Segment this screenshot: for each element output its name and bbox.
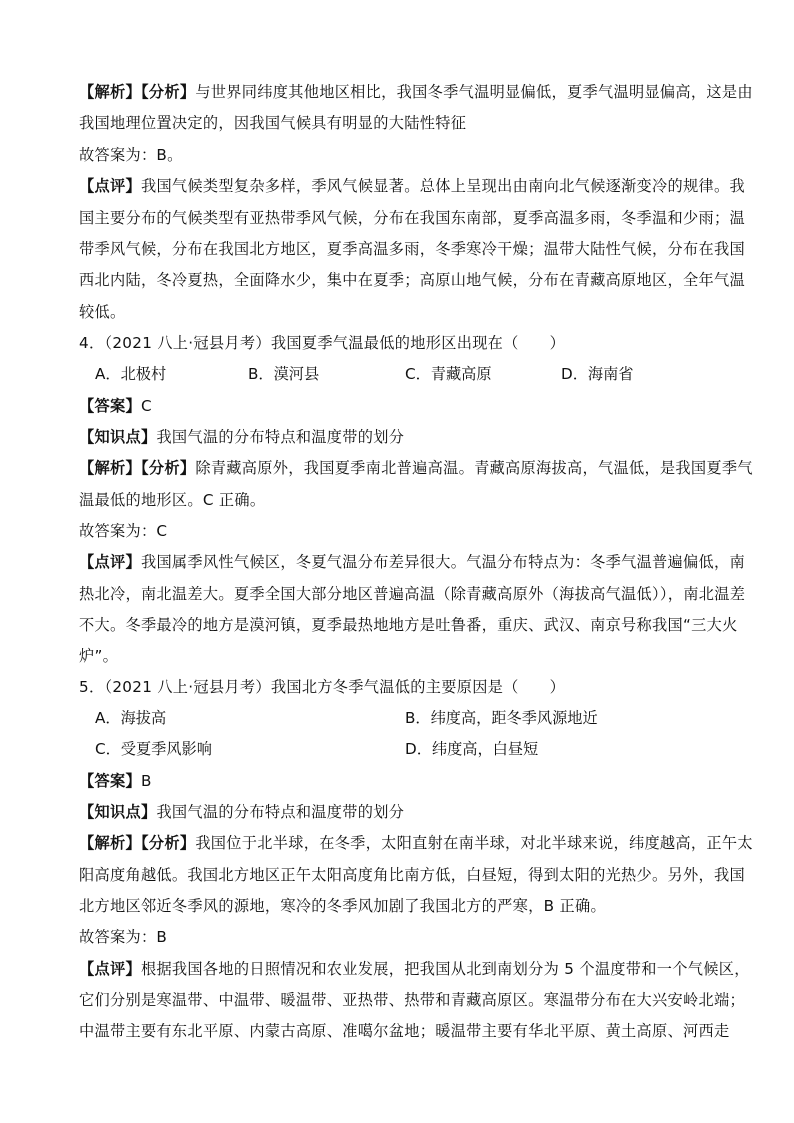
review-line: 中温带主要有东北平原、内蒙古高原、准噶尔盆地；暖温带主要有华北平原、黄土高原、河西走	[79, 1022, 730, 1040]
review-text: 我国气候类型复杂多样，季风气候显著。总体上呈现出由南向北气候逐渐变冷的规律。我	[140, 177, 745, 195]
analysis-line	[79, 458, 753, 478]
review-line: 较低。	[79, 303, 126, 321]
answer-line	[79, 396, 152, 416]
analysis-subtag: 【分析】	[140, 834, 196, 852]
answer-line	[79, 771, 152, 791]
option-b: B．漠河县	[248, 365, 320, 383]
analysis-subtag: 【分析】	[140, 459, 196, 477]
analysis-line	[79, 833, 753, 853]
knowledge-point-text: 我国气温的分布特点和温度带的划分	[156, 803, 405, 821]
analysis-line	[79, 82, 753, 102]
knowledge-point-tag: 【知识点】	[79, 428, 157, 446]
review-line	[79, 176, 745, 196]
review-line: 带季风气候，分布在我国北方地区，夏季高温多雨，冬季寒冷干燥；温带大陆性气候，分布在我国	[79, 240, 745, 258]
review-text: 根据我国各地的日照情况和农业发展，把我国从北到南划分为 5 个温度带和一个气候区，	[140, 960, 750, 978]
question-stem: 4．（2021 八上·冠县月考）我国夏季气温最低的地形区出现在（ ）	[79, 334, 566, 352]
option-a: A．北极村	[95, 365, 167, 383]
answer-tag: 【答案】	[79, 772, 141, 790]
analysis-tag: 【解析】	[79, 83, 141, 101]
review-line: 热北冷，南北温差大。夏季全国大部分地区普遍高温（除青藏高原外（海拔高气温低）），南北温差	[79, 585, 746, 603]
knowledge-point-text: 我国气温的分布特点和温度带的划分	[156, 428, 405, 446]
knowledge-point-tag: 【知识点】	[79, 803, 157, 821]
option-d: D．纬度高，白昼短	[405, 740, 539, 758]
review-text: 我国属季风性气候区，冬夏气温分布差异很大。气温分布特点为：冬季气温普遍偏低，南	[140, 553, 745, 571]
option-a: A．海拔高	[95, 709, 167, 727]
analysis-text: 除青藏高原外，我国夏季南北普遍高温。青藏高原海拔高，气温低，是我国夏季气	[195, 459, 753, 477]
option-b: B．纬度高，距冬季风源地近	[405, 709, 598, 727]
review-line: 西北内陆，冬冷夏热，全面降水少，集中在夏季；高原山地气候，分布在青藏高原地区，全年气温	[79, 271, 745, 289]
review-line: 它们分别是寒温带、中温带、暖温带、亚热带、热带和青藏高原区。寒温带分布在大兴安岭北端；	[79, 991, 745, 1009]
analysis-tag: 【解析】	[79, 459, 141, 477]
knowledge-point-line	[79, 427, 404, 447]
answer-result: 故答案为：C	[79, 522, 168, 540]
option-c: C．青藏高原	[405, 365, 492, 383]
analysis-text: 我国位于北半球，在冬季，太阳直射在南半球，对北半球来说，纬度越高，正午太	[195, 834, 753, 852]
option-c: C．受夏季风影响	[95, 740, 212, 758]
review-line: 不大。冬季最冷的地方是漠河镇，夏季最热地地方是吐鲁番，重庆、武汉、南京号称我国“三大火	[79, 616, 738, 634]
answer-value: C	[140, 397, 152, 415]
analysis-line: 温最低的地形区。C 正确。	[79, 491, 266, 509]
option-d: D．海南省	[561, 365, 634, 383]
analysis-tag: 【解析】	[79, 834, 141, 852]
review-tag: 【点评】	[79, 177, 141, 195]
review-line: 炉”。	[79, 647, 119, 665]
answer-result: 故答案为：B。	[79, 146, 183, 164]
review-line	[79, 959, 750, 979]
review-line	[79, 552, 745, 572]
answer-result: 故答案为：B	[79, 928, 168, 946]
question-stem: 5．（2021 八上·冠县月考）我国北方冬季气温低的主要原因是（ ）	[79, 678, 566, 696]
knowledge-point-line	[79, 802, 404, 822]
review-tag: 【点评】	[79, 553, 141, 571]
answer-tag: 【答案】	[79, 397, 141, 415]
analysis-text: 与世界同纬度其他地区相比，我国冬季气温明显偏低，夏季气温明显偏高，这是由	[195, 83, 753, 101]
analysis-subtag: 【分析】	[140, 83, 196, 101]
analysis-line: 北方地区邻近冬季风的源地，寒冷的冬季风加剧了我国北方的严寒，B 正确。	[79, 897, 606, 915]
analysis-line: 我国地理位置决定的，因我国气候具有明显的大陆性特征	[79, 114, 467, 132]
review-tag: 【点评】	[79, 960, 141, 978]
review-line: 国主要分布的气候类型有亚热带季风气候，分布在我国东南部，夏季高温多雨，冬季温和少雨；温	[79, 209, 745, 227]
answer-value: B	[140, 772, 152, 790]
analysis-line: 阳高度角越低。我国北方地区正午太阳高度角比南方低，白昼短，得到太阳的光热少。另外，我国	[79, 866, 745, 884]
